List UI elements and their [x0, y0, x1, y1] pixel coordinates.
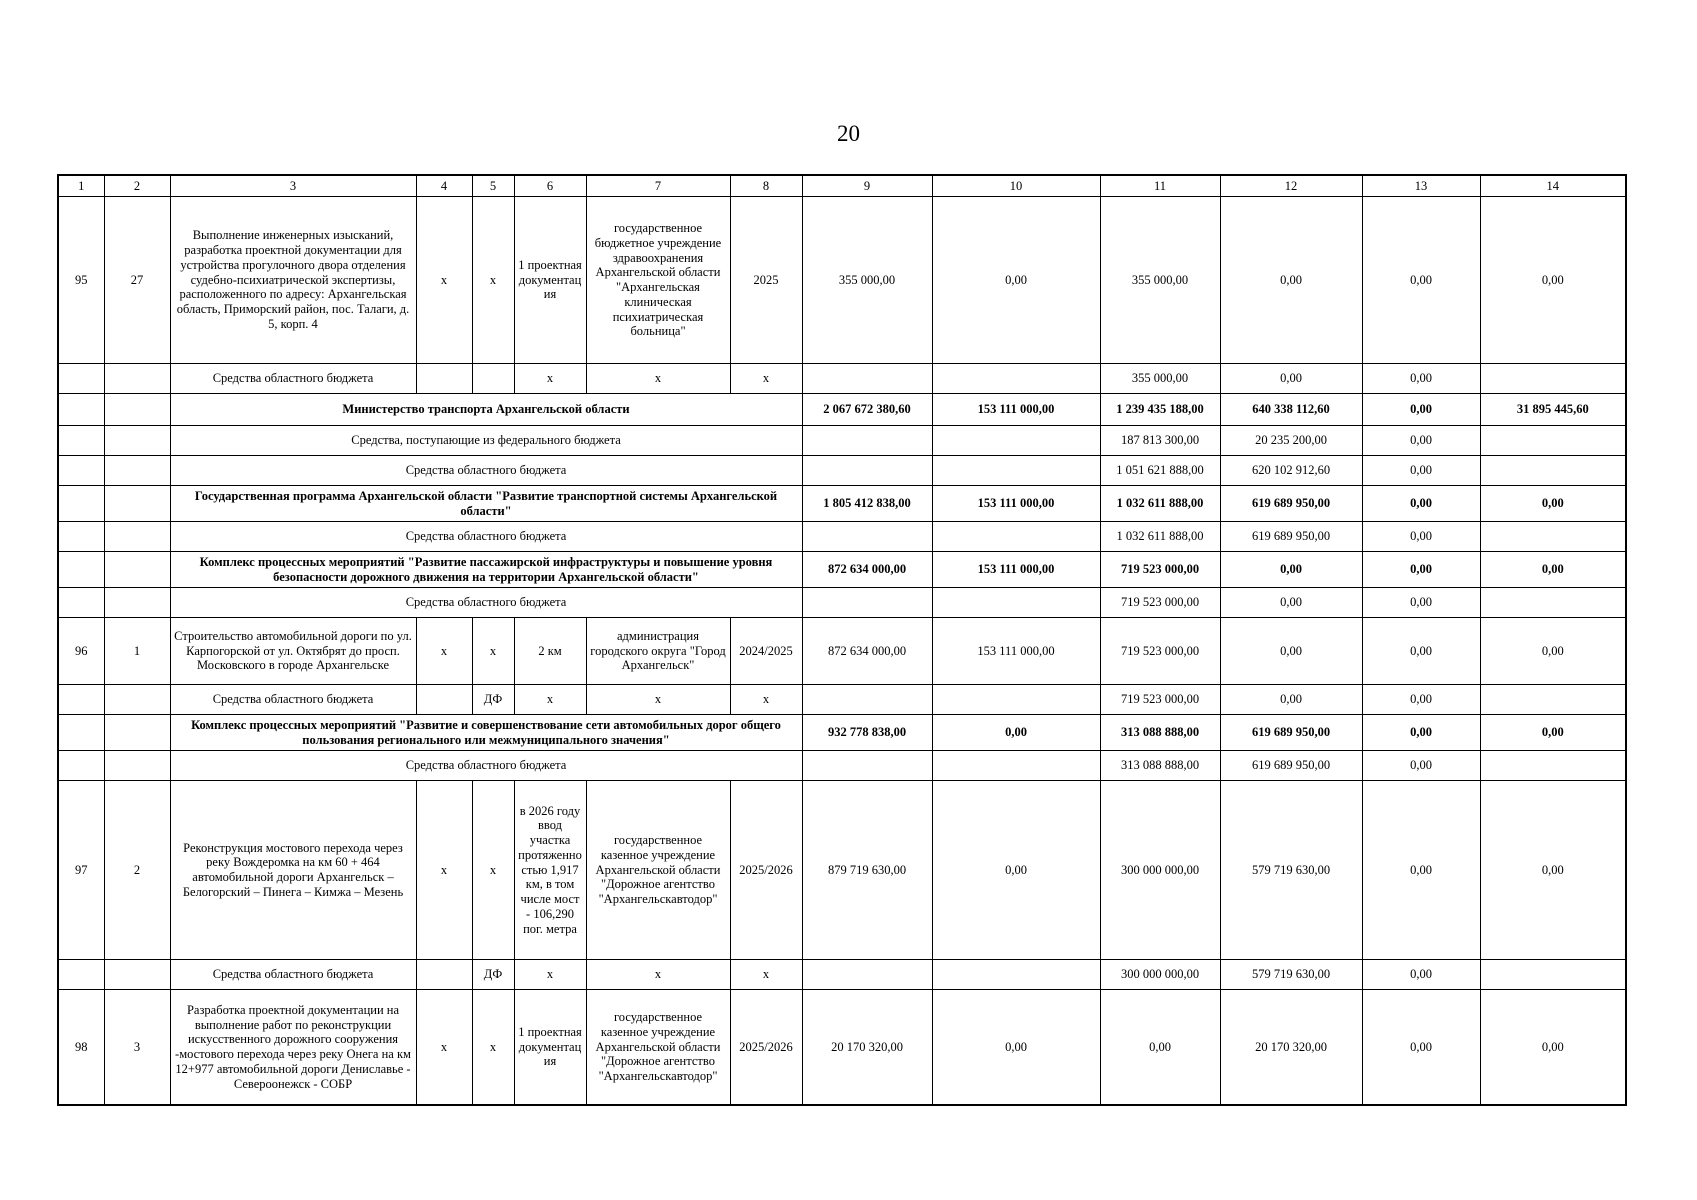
- cell-col14: 0,00: [1480, 990, 1626, 1106]
- group-title: Министерство транспорта Архангельской области: [170, 394, 802, 426]
- row-number: 96: [58, 618, 104, 685]
- cell-col6: 1 проектная документация: [514, 990, 586, 1106]
- cell-col8: 2025/2026: [730, 781, 802, 960]
- cell-col6: х: [514, 960, 586, 990]
- table-row-95-source: [58, 364, 1626, 394]
- table-row-complex-1: [58, 552, 1626, 588]
- cell-col7: государственное казенное учреждение Архангельской области "Дорожное агентство "Архангельскавтодор": [586, 781, 730, 960]
- cell-col7: государственное казенное учреждение Архангельской области "Дорожное агентство "Архангельскавтодор": [586, 990, 730, 1106]
- cell-col9: 2 067 672 380,60: [802, 394, 932, 426]
- funding-source: Средства областного бюджета: [170, 456, 802, 486]
- cell-col11: 187 813 300,00: [1100, 426, 1220, 456]
- cell-col8: х: [730, 685, 802, 715]
- cell-col7: администрация городского округа "Город Архангельск": [586, 618, 730, 685]
- cell-col11: 300 000 000,00: [1100, 781, 1220, 960]
- cell-col13: 0,00: [1362, 552, 1480, 588]
- cell-col12: 619 689 950,00: [1220, 751, 1362, 781]
- cell-col9: 1 805 412 838,00: [802, 486, 932, 522]
- column-number: 2: [104, 175, 170, 197]
- cell-col12: 619 689 950,00: [1220, 715, 1362, 751]
- column-number: 3: [170, 175, 416, 197]
- column-number: 8: [730, 175, 802, 197]
- row-number: 97: [58, 781, 104, 960]
- cell-col7: х: [586, 364, 730, 394]
- table-row-ministry-federal: [58, 426, 1626, 456]
- table-row-97: [58, 781, 1626, 960]
- row-number: 98: [58, 990, 104, 1106]
- sub-number: 1: [104, 618, 170, 685]
- cell-col12: 20 170 320,00: [1220, 990, 1362, 1106]
- budget-table: [57, 174, 1627, 1106]
- cell-col10: 153 111 000,00: [932, 618, 1100, 685]
- cell-col8: х: [730, 960, 802, 990]
- sub-number: 3: [104, 990, 170, 1106]
- page-number: 20: [837, 121, 860, 146]
- cell-col10: 153 111 000,00: [932, 552, 1100, 588]
- cell-col10: 153 111 000,00: [932, 486, 1100, 522]
- cell-col12: 0,00: [1220, 588, 1362, 618]
- cell-col11: 355 000,00: [1100, 197, 1220, 364]
- activity-name: Разработка проектной документации на выполнение работ по реконструкции искусственного дорожного сооружения -мостового перехода через реку Онега на км 12+977 автомобильной дороги Дениславье - Североонежск - СОБР: [170, 990, 416, 1106]
- cell-col11: 1 032 611 888,00: [1100, 486, 1220, 522]
- cell-col5: ДФ: [472, 960, 514, 990]
- cell-col10: 0,00: [932, 715, 1100, 751]
- cell-col11: 313 088 888,00: [1100, 715, 1220, 751]
- cell-col10: 153 111 000,00: [932, 394, 1100, 426]
- table-row-complex-1-regional: [58, 588, 1626, 618]
- cell-col13: 0,00: [1362, 715, 1480, 751]
- activity-name: Реконструкция мостового перехода через реку Вождеромка на км 60 + 464 автомобильной дороги Архангельск – Белогорский – Пинега – Кимжа – Мезень: [170, 781, 416, 960]
- table-row-complex-2: [58, 715, 1626, 751]
- funding-source: Средства областного бюджета: [170, 751, 802, 781]
- table-row-ministry: [58, 394, 1626, 426]
- cell-col13: 0,00: [1362, 197, 1480, 364]
- funding-source: Средства областного бюджета: [170, 685, 416, 715]
- cell-col7: государственное бюджетное учреждение здравоохранения Архангельской области "Архангельская клиническая психиатрическая больница": [586, 197, 730, 364]
- cell-col14: 31 895 445,60: [1480, 394, 1626, 426]
- cell-col12: 20 235 200,00: [1220, 426, 1362, 456]
- table-row-97-source: [58, 960, 1626, 990]
- cell-col6: х: [514, 364, 586, 394]
- cell-col10: 0,00: [932, 781, 1100, 960]
- column-number-row: [58, 175, 1626, 197]
- group-title: Комплекс процессных мероприятий "Развитие и совершенствование сети автомобильных дорог общего пользования регионального или межмуниципального значения": [170, 715, 802, 751]
- cell-col14: 0,00: [1480, 197, 1626, 364]
- funding-source: Средства, поступающие из федерального бюджета: [170, 426, 802, 456]
- cell-col13: 0,00: [1362, 685, 1480, 715]
- cell-col11: 355 000,00: [1100, 364, 1220, 394]
- cell-col10: 0,00: [932, 197, 1100, 364]
- cell-col12: 640 338 112,60: [1220, 394, 1362, 426]
- activity-name: Строительство автомобильной дороги по ул. Карпогорской от ул. Октябрят до просп. Московского в городе Архангельске: [170, 618, 416, 685]
- cell-col13: 0,00: [1362, 426, 1480, 456]
- group-title: Государственная программа Архангельской области "Развитие транспортной системы Архангельской области": [170, 486, 802, 522]
- cell-col9: 872 634 000,00: [802, 552, 932, 588]
- column-number: 14: [1480, 175, 1626, 197]
- cell-col12: 0,00: [1220, 364, 1362, 394]
- cell-col12: 620 102 912,60: [1220, 456, 1362, 486]
- cell-col12: 619 689 950,00: [1220, 522, 1362, 552]
- table-row-ministry-regional: [58, 456, 1626, 486]
- cell-col13: 0,00: [1362, 486, 1480, 522]
- cell-col5: ДФ: [472, 685, 514, 715]
- cell-col11: 1 239 435 188,00: [1100, 394, 1220, 426]
- cell-col6: 2 км: [514, 618, 586, 685]
- cell-col12: 0,00: [1220, 552, 1362, 588]
- cell-col6: в 2026 году ввод участка протяженностью 1,917 км, в том числе мост - 106,290 пог. метра: [514, 781, 586, 960]
- cell-col11: 313 088 888,00: [1100, 751, 1220, 781]
- cell-col13: 0,00: [1362, 364, 1480, 394]
- column-number: 4: [416, 175, 472, 197]
- cell-col9: 879 719 630,00: [802, 781, 932, 960]
- cell-col13: 0,00: [1362, 456, 1480, 486]
- cell-col6: х: [514, 685, 586, 715]
- cell-col8: х: [730, 364, 802, 394]
- table-row-complex-2-regional: [58, 751, 1626, 781]
- funding-source: Средства областного бюджета: [170, 588, 802, 618]
- column-number: 10: [932, 175, 1100, 197]
- cell-col12: 579 719 630,00: [1220, 960, 1362, 990]
- cell-col8: 2024/2025: [730, 618, 802, 685]
- column-number: 11: [1100, 175, 1220, 197]
- cell-col11: 1 032 611 888,00: [1100, 522, 1220, 552]
- column-number: 6: [514, 175, 586, 197]
- cell-col11: 719 523 000,00: [1100, 588, 1220, 618]
- cell-col14: 0,00: [1480, 618, 1626, 685]
- group-title: Комплекс процессных мероприятий "Развитие пассажирской инфраструктуры и повышение уровня безопасности дорожного движения на территории Архангельской области": [170, 552, 802, 588]
- cell-col13: 0,00: [1362, 751, 1480, 781]
- cell-col13: 0,00: [1362, 781, 1480, 960]
- cell-col12: 0,00: [1220, 618, 1362, 685]
- cell-col11: 719 523 000,00: [1100, 618, 1220, 685]
- table-row-state-program: [58, 486, 1626, 522]
- cell-col4: х: [416, 197, 472, 364]
- column-number: 7: [586, 175, 730, 197]
- table-row-state-program-regional: [58, 522, 1626, 552]
- cell-col4: х: [416, 990, 472, 1106]
- cell-col5: х: [472, 618, 514, 685]
- row-number: 95: [58, 197, 104, 364]
- cell-col13: 0,00: [1362, 394, 1480, 426]
- cell-col5: х: [472, 990, 514, 1106]
- funding-source: Средства областного бюджета: [170, 960, 416, 990]
- cell-col13: 0,00: [1362, 960, 1480, 990]
- activity-name: Выполнение инженерных изысканий, разработка проектной документации для устройства прогулочного двора отделения судебно-психиатрической экспертизы, расположенного по адресу: Архангельская область, Приморский район, пос. Талаги, д. 5, корп. 4: [170, 197, 416, 364]
- cell-col11: 0,00: [1100, 990, 1220, 1106]
- cell-col4: х: [416, 618, 472, 685]
- cell-col12: 0,00: [1220, 685, 1362, 715]
- cell-col13: 0,00: [1362, 618, 1480, 685]
- cell-col7: х: [586, 685, 730, 715]
- cell-col5: х: [472, 197, 514, 364]
- cell-col8: 2025: [730, 197, 802, 364]
- cell-col14: 0,00: [1480, 486, 1626, 522]
- cell-col10: 0,00: [932, 990, 1100, 1106]
- cell-col6: 1 проектная документация: [514, 197, 586, 364]
- cell-col11: 719 523 000,00: [1100, 552, 1220, 588]
- cell-col11: 1 051 621 888,00: [1100, 456, 1220, 486]
- cell-col9: 20 170 320,00: [802, 990, 932, 1106]
- cell-col13: 0,00: [1362, 522, 1480, 552]
- cell-col11: 719 523 000,00: [1100, 685, 1220, 715]
- cell-col7: х: [586, 960, 730, 990]
- table-row-96: [58, 618, 1626, 685]
- column-number: 1: [58, 175, 104, 197]
- cell-col13: 0,00: [1362, 588, 1480, 618]
- sub-number: 27: [104, 197, 170, 364]
- cell-col9: 355 000,00: [802, 197, 932, 364]
- column-number: 5: [472, 175, 514, 197]
- cell-col12: 579 719 630,00: [1220, 781, 1362, 960]
- cell-col12: 619 689 950,00: [1220, 486, 1362, 522]
- column-number: 13: [1362, 175, 1480, 197]
- sub-number: 2: [104, 781, 170, 960]
- column-number: 9: [802, 175, 932, 197]
- table-row-98: [58, 990, 1626, 1106]
- cell-col5: х: [472, 781, 514, 960]
- cell-col9: 872 634 000,00: [802, 618, 932, 685]
- cell-col11: 300 000 000,00: [1100, 960, 1220, 990]
- column-number: 12: [1220, 175, 1362, 197]
- cell-col9: 932 778 838,00: [802, 715, 932, 751]
- cell-col8: 2025/2026: [730, 990, 802, 1106]
- cell-col4: х: [416, 781, 472, 960]
- cell-col12: 0,00: [1220, 197, 1362, 364]
- table-row-95: [58, 197, 1626, 364]
- cell-col13: 0,00: [1362, 990, 1480, 1106]
- cell-col14: 0,00: [1480, 781, 1626, 960]
- funding-source: Средства областного бюджета: [170, 522, 802, 552]
- table-row-96-source: [58, 685, 1626, 715]
- cell-col14: 0,00: [1480, 552, 1626, 588]
- funding-source: Средства областного бюджета: [170, 364, 416, 394]
- cell-col14: 0,00: [1480, 715, 1626, 751]
